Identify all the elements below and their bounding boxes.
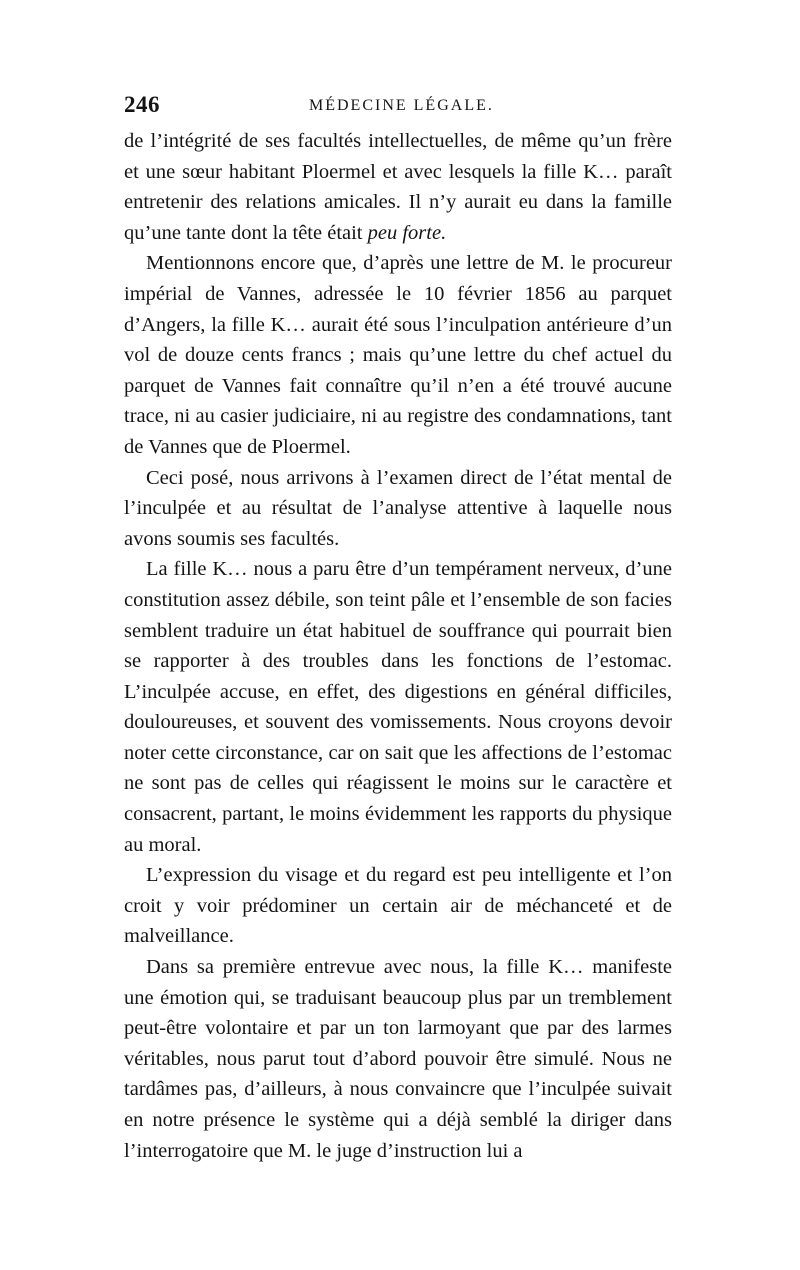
paragraph-1-text: de l’intégrité de ses facultés intellectuelles, de même qu’un frère et une sœur habitant Ploermel et avec lesquels la fille K… paraît entretenir des relations amicales. Il n’y aurait eu dans la famille qu’une tante dont la tête était <box>124 130 672 244</box>
paragraph-1 <box>124 126 672 248</box>
paragraph-3: Ceci posé, nous arrivons à l’examen direct de l’état mental de l’inculpée et au résultat de l’analyse attentive à laquelle nous avons soumis ses facultés. <box>124 466 672 550</box>
paragraph-5: L’expression du visage et du regard est peu intelligente et l’on croit y voir prédominer un certain air de méchanceté et de malveillance. <box>124 864 672 948</box>
paragraph-2: Mentionnons encore que, d’après une lettre de M. le procureur impérial de Vannes, adressée le 10 février 1856 au parquet d’Angers, la fille K… aurait été sous l’inculpation antérieure d’un vol de douze cents francs ; mais qu’une lettre du chef actuel du parquet de Vannes fait connaître qu’il n’en a été trouvé aucune trace, ni au casier judiciaire, ni au registre des condamnations, tant de Vannes que de Ploermel. <box>124 252 672 458</box>
paragraph-1-emphasis: peu forte. <box>367 221 447 244</box>
running-head: MÉDECINE LÉGALE. <box>309 97 494 114</box>
body-text <box>124 126 672 1166</box>
paragraph-4: La fille K… nous a paru être d’un tempérament nerveux, d’une constitution assez débile, son teint pâle et l’ensemble de son facies semblent traduire un état habituel de souffrance qui pourrait bien se rapporter à des troubles dans les fonctions de l’estomac. L’inculpée accuse, en effet, des digestions en général difficiles, douloureuses, et souvent des vomissements. Nous croyons devoir noter cette circonstance, car on sait que les affections de l’estomac ne sont pas de celles qui réagissent le moins sur le caractère et consacrent, partant, le moins évidemment les rapports du physique au moral. <box>124 558 672 856</box>
page-number: 246 <box>124 92 160 117</box>
page-header <box>124 92 670 122</box>
paragraph-6: Dans sa première entrevue avec nous, la fille K… manifeste une émotion qui, se traduisant beaucoup plus par un tremblement peut-être volontaire et par un ton larmoyant que par des larmes véritables, nous parut tout d’abord pouvoir être simulé. Nous ne tardâmes pas, d’ailleurs, à nous convaincre que l’inculpée suivait en notre présence le système qui a déjà semblé la diriger dans l’interrogatoire que M. le juge d’instruction lui a <box>124 956 672 1162</box>
